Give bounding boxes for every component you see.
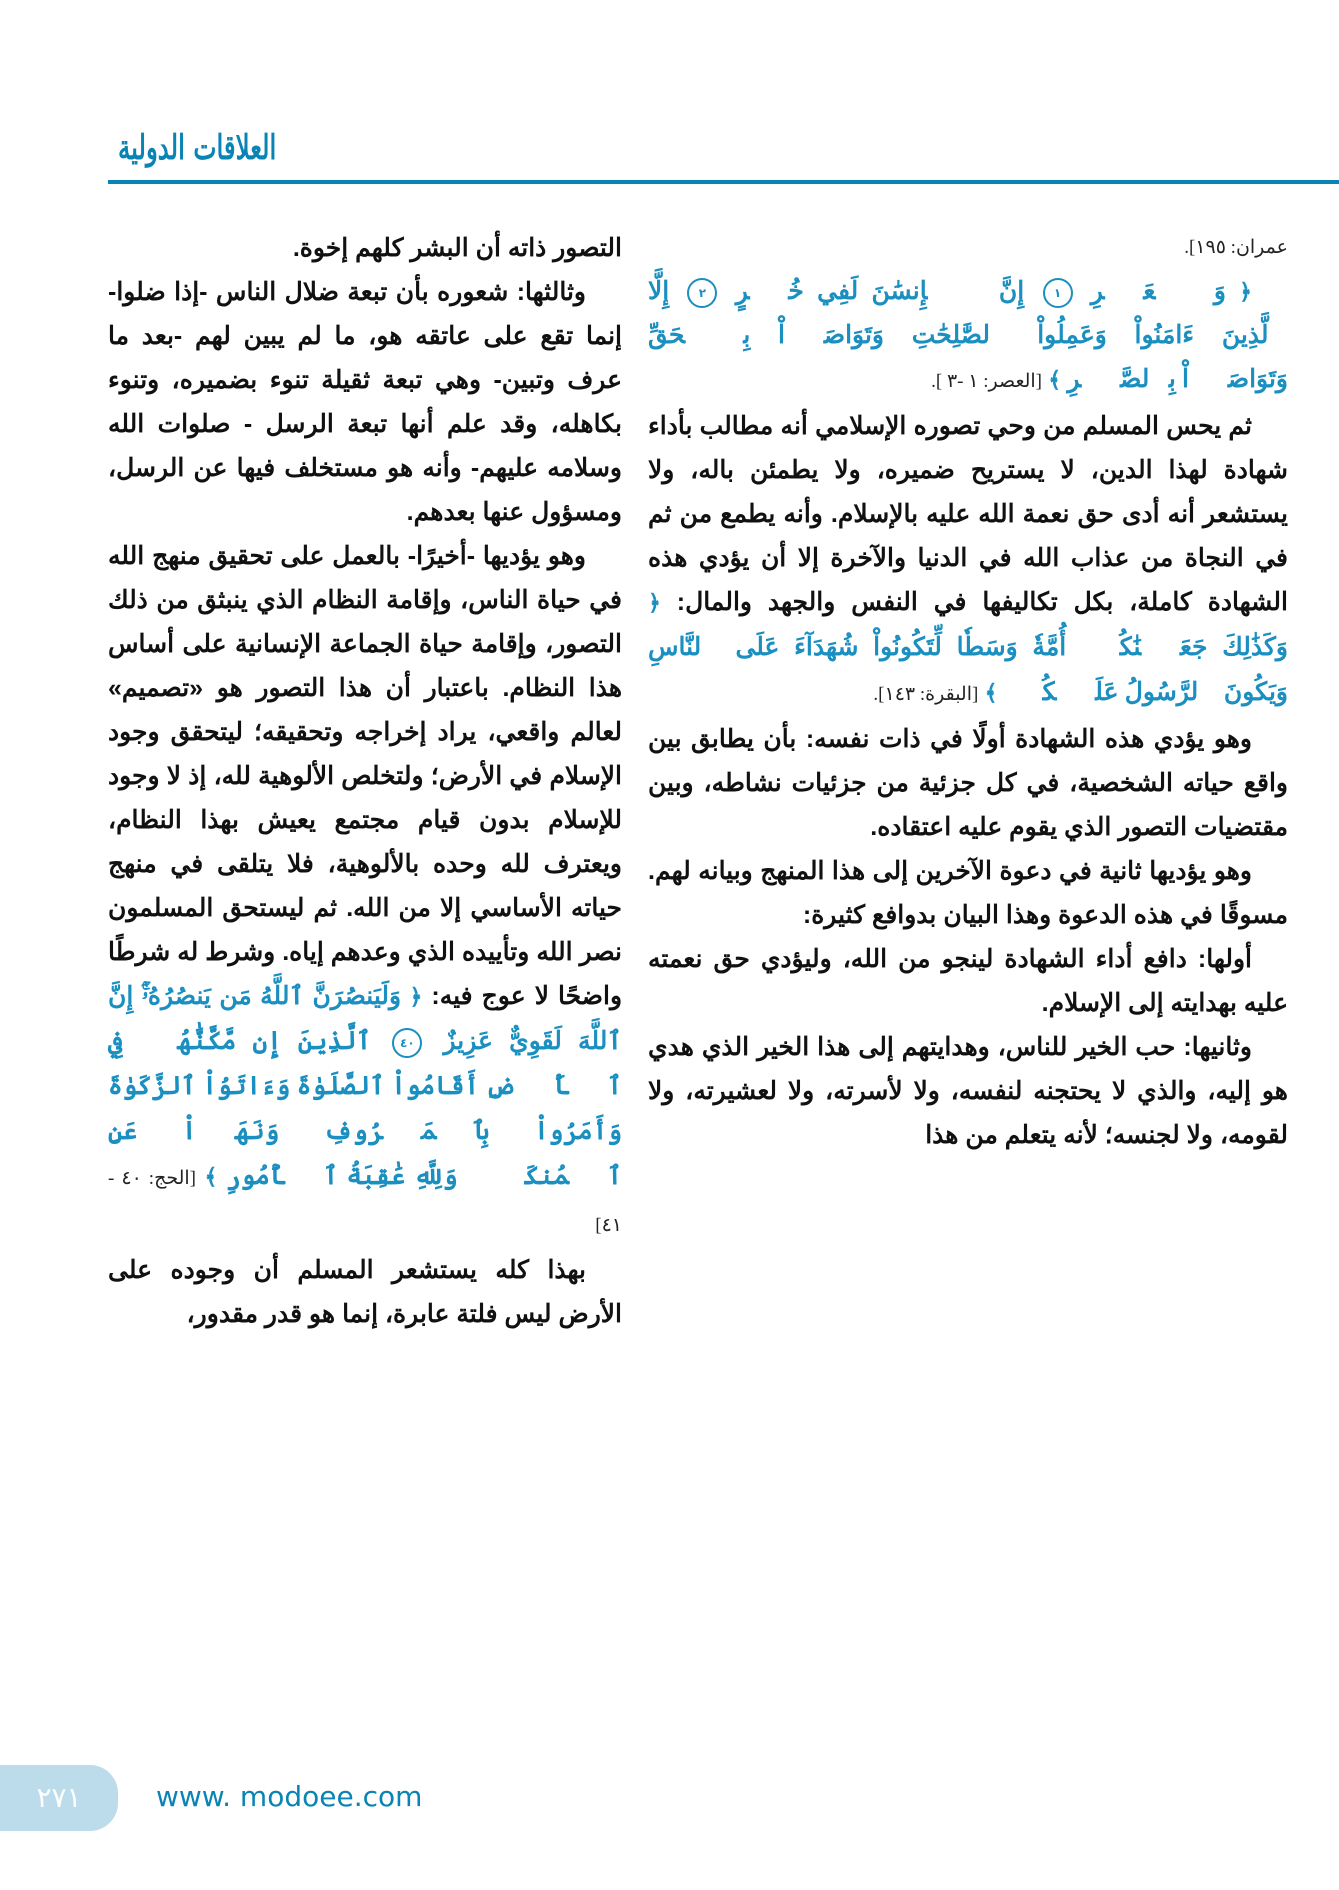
paragraph-text: ثم يحس المسلم من وحي تصوره الإسلامي أنه مطالب بأداء شهادة لهذا الدين، لا يستريح ضميره، ولا يطمئن باله، ولا يستشعر أنه أدى حق نعمة الله عليه بالإسلام. وأنه يطمع من ثم في النجاة من عذاب الله في الدنيا والآخرة إلا أن يؤدي هذه الشهادة كاملة، بكل تكاليفها في النفس والجهد والمال: bbox=[648, 412, 1288, 616]
ayah-number-icon: ٢ bbox=[687, 278, 717, 308]
verse-segment: ٱلَّذِينَ إِن مَّكَّنَّٰهُمۡ فِي ٱلۡأَرۡضِ أَقَامُواْ ٱلصَّلَوٰةَ وَءَاتَوُاْ ٱلزَّكَوٰةَ وَأَمَرُواْ بِٱلۡمَعۡرُوفِ وَنَهَوۡاْ عَنِ ٱلۡمُنكَرِۗ وَلِلَّهِ عَٰقِبَةُ ٱلۡأُمُورِ bbox=[108, 1028, 623, 1190]
verse-segment: وَٱلۡعَصۡرِ bbox=[1090, 278, 1226, 305]
verse-citation: [الحج: ٤٠ - ٤١] bbox=[108, 1168, 622, 1236]
paragraph-text: دافع أداء الشهادة لينجو من الله، وليؤدي حق نعمته عليه بهدايته إلى الإسلام. bbox=[648, 945, 1288, 1017]
paragraph bbox=[648, 404, 1288, 717]
header-divider bbox=[108, 180, 1339, 184]
text-column-right bbox=[648, 226, 1288, 1157]
ornate-close-bracket-icon: ﴾ bbox=[984, 680, 998, 705]
paragraph: وهو يؤديها ثانية في دعوة الآخرين إلى هذا المنهج وبيانه لهم. مسوقًا في هذه الدعوة وهذا البيان بدوافع كثيرة: bbox=[648, 857, 1288, 929]
footer-website-link[interactable]: www. modoee.com bbox=[156, 1780, 423, 1813]
paragraph-lead: وثالثها: bbox=[516, 278, 586, 306]
verse-citation: [العصر: ١ -٣ ]. bbox=[931, 371, 1043, 392]
paragraph-lead: أولها: bbox=[1197, 945, 1253, 973]
paragraph-lead: وثانيها: bbox=[1183, 1033, 1252, 1061]
paragraph-text: حب الخير للناس، وهدايتهم إلى هذا الخير الذي هدي هو إليه، والذي لا يحتجنه لنفسه، ولا لأسرته، ولا لعشيرته، ولا لقومه، ولا لجنسه؛ لأنه يتعلم من هذا bbox=[648, 1033, 1288, 1149]
paragraph bbox=[648, 937, 1288, 1025]
text-column-left bbox=[108, 226, 622, 1336]
ayah-number-icon: ١ bbox=[1043, 278, 1073, 308]
quran-verse-asr bbox=[648, 270, 1288, 404]
ornate-open-bracket-icon: ﴿ bbox=[409, 984, 423, 1009]
verse-segment: إِلَّا ٱلَّذِينَ ءَامَنُواْ وَعَمِلُواْ ٱلصَّٰلِحَٰتِ وَتَوَاصَوۡاْ بِٱلۡحَقِّ وَتَوَاصَوۡاْ بِٱلصَّبۡرِ bbox=[648, 278, 1288, 393]
ayah-number-icon: ٤٠ bbox=[392, 1028, 422, 1058]
quran-verse-baqarah: وَكَذَٰلِكَ جَعَلۡنَٰكُمۡ أُمَّةٗ وَسَطٗا لِّتَكُونُواْ شُهَدَآءَ عَلَى ٱلنَّاسِ وَيَكُونَ ٱلرَّسُولُ عَلَيۡكُمۡ bbox=[648, 634, 1288, 706]
verse-citation: [البقرة: ١٤٣]. bbox=[873, 684, 979, 705]
paragraph-text: شعوره بأن تبعة ضلال الناس -إذا ضلوا- إنما تقع على عاتقه هو، ما لم يبين لهم -بعد ما عرف وتبين- وهي تبعة ثقيلة تنوء بضميره، وتنوء بكاهله، وقد علم أنها تبعة الرسل - صلوات الله وسلامه عليهم- وأنه هو مستخلف فيها عن الرسل، ومسؤول عنها بعدهم. bbox=[108, 278, 622, 526]
ornate-open-bracket-icon: ﴿ bbox=[1239, 279, 1253, 304]
paragraph: التصور ذاته أن البشر كلهم إخوة. bbox=[292, 234, 622, 262]
page-number-badge: ٢٧١ bbox=[0, 1765, 118, 1831]
verse-segment: وَلَيَنصُرَنَّ ٱللَّهُ مَن يَنصُرُهُۥٓۚ إِنَّ ٱللَّهَ لَقَوِيٌّ عَزِيزٌ bbox=[108, 983, 623, 1055]
paragraph bbox=[648, 1025, 1288, 1157]
paragraph bbox=[108, 534, 622, 1248]
citation-continuation: عمران: ١٩٥]. bbox=[1184, 237, 1288, 258]
paragraph: وهو يؤدي هذه الشهادة أولًا في ذات نفسه: بأن يطابق بين واقع حياته الشخصية، في كل جزئية من جزئيات نشاطه، وبين مقتضيات التصور الذي يقوم عليه اعتقاده. bbox=[648, 725, 1288, 841]
ornate-open-bracket-icon: ﴿ bbox=[648, 590, 661, 615]
ornate-close-bracket-icon: ﴾ bbox=[1048, 367, 1062, 392]
running-header-title: العلاقات الدولية bbox=[118, 128, 277, 168]
verse-segment: إِنَّ ٱلۡإِنسَٰنَ لَفِي خُسۡرٍ bbox=[735, 278, 1025, 305]
paragraph-text: وهو يؤديها -أخيرًا- بالعمل على تحقيق منهج الله في حياة الناس، وإقامة النظام الذي ينبثق من ذلك التصور، وإقامة حياة الجماعة الإنسانية على أساس هذا النظام. باعتبار أن هذا التصور هو «تصميم» لعالم واقعي، يراد إخراجه وتحقيقه؛ ليتحقق وجود الإسلام في الأرض؛ ولتخلص الألوهية لله، إذ لا وجود للإسلام بدون قيام مجتمع يعيش بهذا النظام، ويعترف لله وحده بالألوهية، فلا يتلقى في منهج حياته الأساسي إلا من الله. ثم ليستحق المسلمون نصر الله وتأييده الذي وعدهم إياه. وشرط له شرطًا واضحًا لا عوج فيه: bbox=[108, 542, 623, 1010]
paragraph bbox=[108, 270, 622, 534]
ornate-close-bracket-icon: ﴾ bbox=[204, 1164, 218, 1189]
paragraph: بهذا كله يستشعر المسلم أن وجوده على الأرض ليس فلتة عابرة، إنما هو قدر مقدور، bbox=[108, 1256, 622, 1328]
